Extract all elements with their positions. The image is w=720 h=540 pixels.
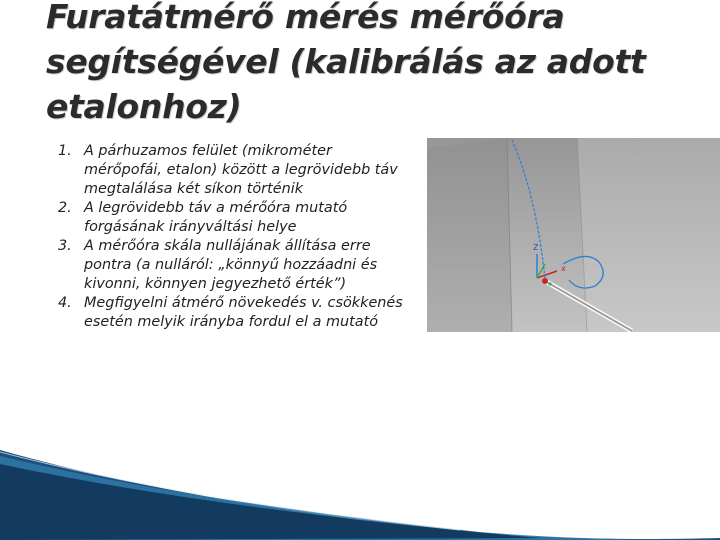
- list-item: [58, 199, 413, 237]
- axis-triad-icon: [533, 243, 566, 278]
- axis-label-x: x: [561, 264, 566, 273]
- list-item-number: 4.: [58, 295, 72, 311]
- list-item-number: 3.: [58, 238, 72, 254]
- list-item: [58, 237, 413, 294]
- cad-render-image: [427, 138, 720, 332]
- axis-label-z: Z: [533, 243, 539, 252]
- list-item-text: A párhuzamos felület (mikrométer mérőpofái, etalon) között a legrövidebb táv megtalálása két síkon történik: [84, 143, 398, 197]
- slide-title: Furatátmérő mérés mérőóra segítségével (kalibrálás az adott etalonhoz): [46, 0, 646, 126]
- numbered-list: [58, 142, 413, 332]
- measurement-plane-left: [427, 138, 512, 332]
- list-item: [58, 142, 413, 199]
- list-item-text: Megfigyelni átmérő növekedés v. csökkenés esetén melyik irányba fordul el a mutató: [84, 295, 403, 330]
- list-item: [58, 294, 413, 332]
- decorative-bottom-wave: [0, 450, 720, 540]
- list-item-number: 2.: [58, 200, 72, 216]
- list-item-number: 1.: [58, 143, 72, 159]
- list-item-text: A mérőóra skála nullájának állítása erre pontra (a nulláról: „könnyű hozzáadni és kivonni, könnyen jegyezhető érték”): [84, 238, 378, 292]
- measurement-plane-right: [577, 138, 720, 332]
- list-item-text: A legrövidebb táv a mérőóra mutató forgásának irányváltási helye: [84, 200, 348, 235]
- measurement-curve-arc: [512, 140, 545, 280]
- cad-render-svg: [427, 138, 720, 332]
